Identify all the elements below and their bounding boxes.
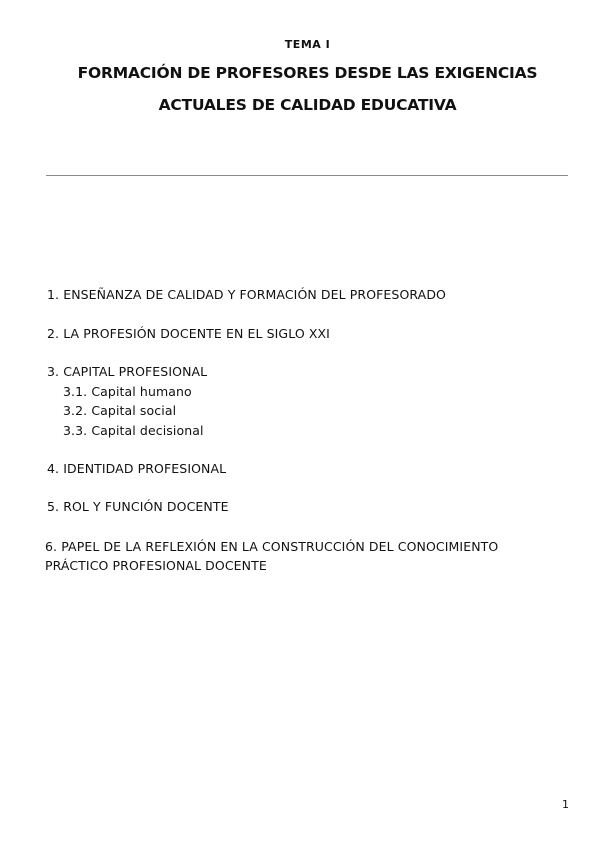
toc-item-1: 1. ENSEÑANZA DE CALIDAD Y FORMACIÓN DEL PROFESORADO [47,287,446,302]
topic-label: TEMA I [284,38,331,51]
toc-item-6-line-2: PRÁCTICO PROFESIONAL DOCENTE [45,558,267,573]
toc-item-4: 4. IDENTIDAD PROFESIONAL [47,461,227,476]
document-title-line-2: ACTUALES DE CALIDAD EDUCATIVA [158,96,457,114]
toc-subitem-3-3: 3.3. Capital decisional [63,423,204,438]
document-title-line-1: FORMACIÓN DE PROFESORES DESDE LAS EXIGENCIAS [77,64,538,82]
toc-item-5: 5. ROL Y FUNCIÓN DOCENTE [47,499,229,514]
toc-item-2: 2. LA PROFESIÓN DOCENTE EN EL SIGLO XXI [47,326,330,341]
toc-item-3: 3. CAPITAL PROFESIONAL [47,364,208,379]
toc-item-6-line-1: 6. PAPEL DE LA REFLEXIÓN EN LA CONSTRUCCIÓN DEL CONOCIMIENTO [45,539,499,554]
toc-subitem-3-1: 3.1. Capital humano [63,384,192,399]
toc-subitem-3-2: 3.2. Capital social [63,403,177,418]
page-number: 1 [562,798,569,811]
